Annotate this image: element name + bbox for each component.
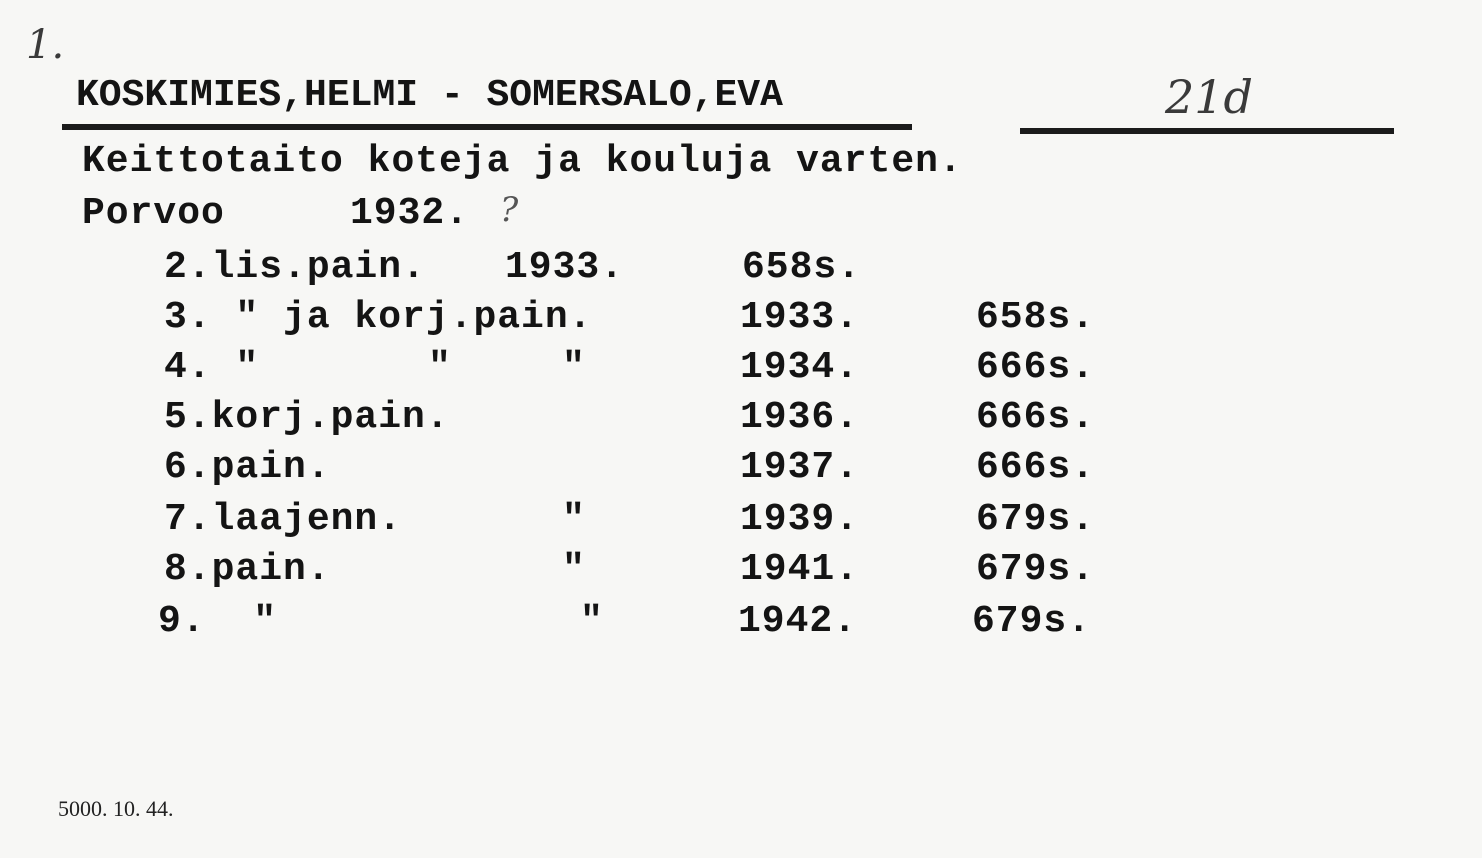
edition-year: 1933. [740, 296, 860, 339]
edition-edition: 6.pain. [164, 446, 331, 489]
edition-year: 1937. [740, 446, 860, 489]
edition-row [0, 396, 1482, 442]
edition-year: 1942. [738, 600, 858, 643]
edition-ditto2: " [580, 600, 604, 643]
edition-edition: 8.pain. [164, 548, 331, 591]
edition-edition: 3. " ja korj.pain. [164, 296, 593, 339]
edition-year: 1939. [740, 498, 860, 541]
edition-edition: 5.korj.pain. [164, 396, 450, 439]
edition-ditto2: " [562, 346, 586, 389]
heading-underline [62, 124, 912, 130]
edition-pages: 666s. [976, 396, 1096, 439]
edition-row [0, 498, 1482, 544]
edition-pages: 679s. [972, 600, 1092, 643]
edition-row [0, 246, 1482, 292]
edition-pages: 679s. [976, 548, 1096, 591]
edition-ditto1: " [428, 346, 452, 389]
edition-row [0, 600, 1482, 646]
publication-year: 1932. [350, 192, 470, 235]
classmark: 21d [1165, 70, 1253, 124]
edition-row [0, 346, 1482, 392]
book-title: Keittotaito koteja ja kouluja varten. [82, 140, 963, 183]
author-heading: KOSKIMIES,HELMI - SOMERSALO,EVA [76, 74, 783, 117]
edition-ditto2: " [562, 548, 586, 591]
edition-edition: 9. " [158, 600, 278, 643]
edition-edition: 7.laajenn. [164, 498, 403, 541]
edition-year: 1933. [505, 246, 625, 289]
edition-row [0, 446, 1482, 492]
edition-year: 1936. [740, 396, 860, 439]
edition-pages: 658s. [742, 246, 862, 289]
edition-pages: 666s. [976, 446, 1096, 489]
edition-edition: 4. " [164, 346, 260, 389]
edition-pages: 679s. [976, 498, 1096, 541]
publication-place: Porvoo [82, 192, 225, 235]
print-code: 5000. 10. 44. [58, 796, 174, 821]
edition-row [0, 548, 1482, 594]
edition-pages: 658s. [976, 296, 1096, 339]
edition-ditto2: " [562, 498, 586, 541]
edition-year: 1934. [740, 346, 860, 389]
edition-row [0, 296, 1482, 342]
card-number: 1. [26, 22, 65, 68]
edition-year: 1941. [740, 548, 860, 591]
year-question-mark: ? [500, 190, 519, 230]
edition-pages: 666s. [976, 346, 1096, 389]
edition-edition: 2.lis.pain. [164, 246, 426, 289]
classmark-underline [1020, 128, 1394, 134]
